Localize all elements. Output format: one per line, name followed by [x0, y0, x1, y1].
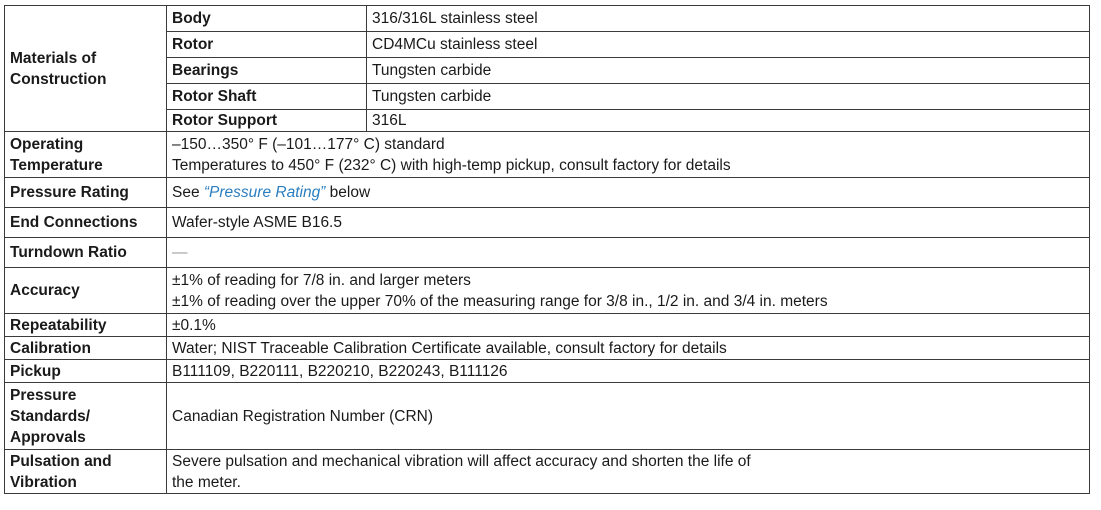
material-name: Rotor Support [167, 110, 367, 132]
material-name: Rotor Shaft [167, 84, 367, 110]
table-row [5, 314, 1090, 337]
repeatability-value: ±0.1% [167, 314, 1090, 337]
end-connections-value: Wafer-style ASME B16.5 [167, 208, 1090, 238]
specifications-table [4, 5, 1090, 494]
table-row [5, 84, 1090, 110]
table-row [5, 110, 1090, 132]
table-row [5, 6, 1090, 32]
table-row [5, 268, 1090, 314]
pressure-rating-value: See “Pressure Rating” below [167, 178, 1090, 208]
pressure-standards-value: Canadian Registration Number (CRN) [167, 383, 1090, 450]
table-row [5, 337, 1090, 360]
table-row [5, 238, 1090, 268]
table-row [5, 360, 1090, 383]
pressure-rating-link[interactable]: “Pressure Rating” [203, 184, 326, 201]
pulsation-label: Pulsation and Vibration [5, 450, 167, 494]
pickup-label: Pickup [5, 360, 167, 383]
materials-label: Materials of Construction [5, 6, 167, 132]
material-name: Body [167, 6, 367, 32]
accuracy-value: ±1% of reading for 7/8 in. and larger meters ±1% of reading over the upper 70% of the measuring range for 3/8 in., 1/2 in. and 3/4 in. meters [167, 268, 1090, 314]
material-value: Tungsten carbide [367, 84, 1090, 110]
pressure-standards-label: Pressure Standards/ Approvals [5, 383, 167, 450]
table-row [5, 208, 1090, 238]
calibration-value: Water; NIST Traceable Calibration Certificate available, consult factory for details [167, 337, 1090, 360]
turndown-ratio-label: Turndown Ratio [5, 238, 167, 268]
material-value: CD4MCu stainless steel [367, 32, 1090, 58]
turndown-ratio-value: — [167, 238, 1090, 268]
table-row [5, 450, 1090, 494]
repeatability-label: Repeatability [5, 314, 167, 337]
end-connections-label: End Connections [5, 208, 167, 238]
operating-temperature-label: Operating Temperature [5, 132, 167, 178]
table-row [5, 58, 1090, 84]
calibration-label: Calibration [5, 337, 167, 360]
table-row [5, 132, 1090, 178]
material-value: Tungsten carbide [367, 58, 1090, 84]
table-row [5, 178, 1090, 208]
material-name: Bearings [167, 58, 367, 84]
pickup-value: B111109, B220111, B220210, B220243, B111126 [167, 360, 1090, 383]
material-value: 316/316L stainless steel [367, 6, 1090, 32]
pulsation-value: Severe pulsation and mechanical vibration will affect accuracy and shorten the life of the meter. [167, 450, 1090, 494]
pressure-rating-label: Pressure Rating [5, 178, 167, 208]
table-row [5, 32, 1090, 58]
operating-temperature-value: –150…350° F (–101…177° C) standard Temperatures to 450° F (232° C) with high-temp pickup, consult factory for details [167, 132, 1090, 178]
table-row [5, 383, 1090, 450]
material-name: Rotor [167, 32, 367, 58]
accuracy-label: Accuracy [5, 268, 167, 314]
material-value: 316L [367, 110, 1090, 132]
